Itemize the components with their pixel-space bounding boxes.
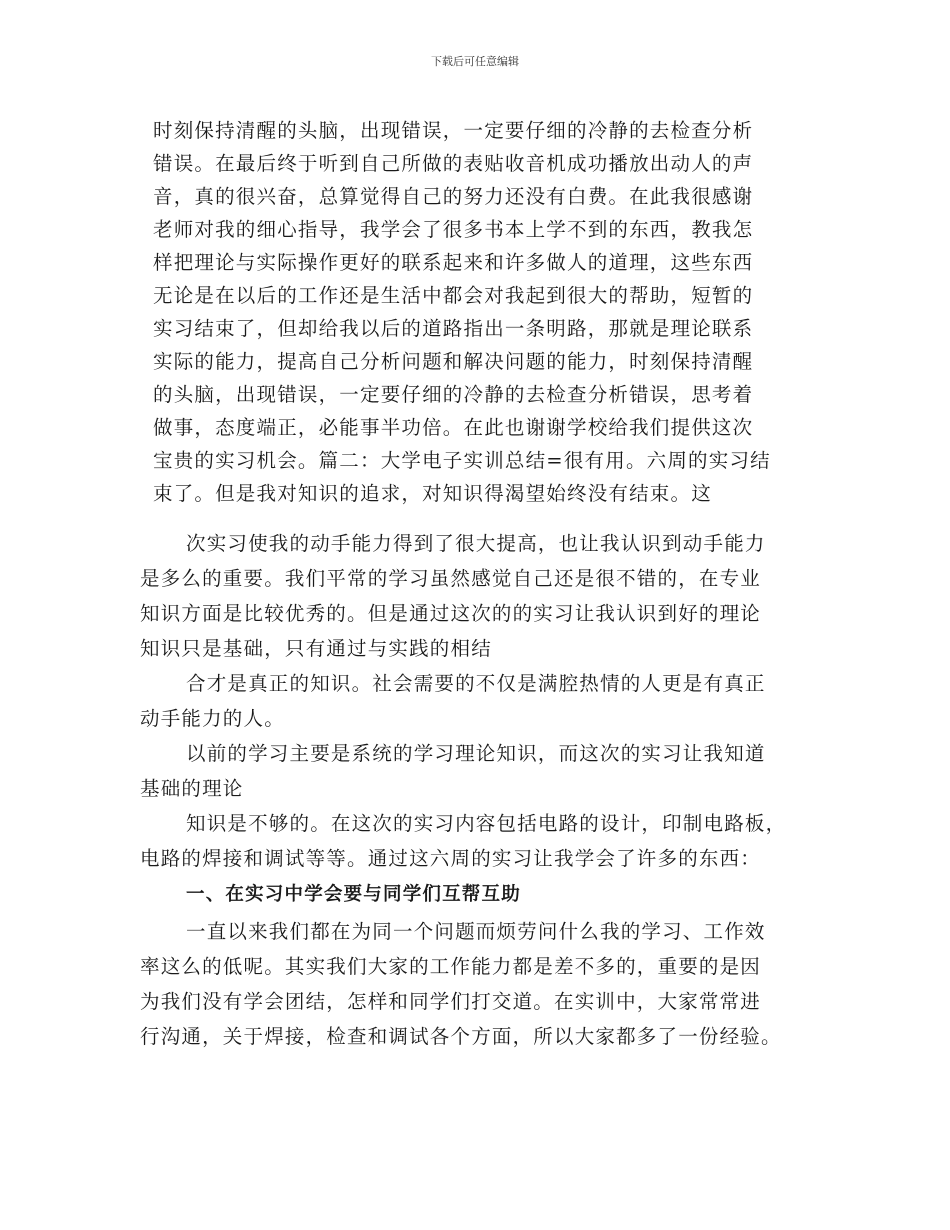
text-line: 宝贵的实习机会。篇二：大学电子实训总结=很有用。六周的实习结 xyxy=(153,449,771,472)
text-line: 合才是真正的知识。社会需要的不仅是满腔热情的人更是有真正 xyxy=(186,672,766,695)
text-line: 知识方面是比较优秀的。但是通过这次的的实习让我认识到好的理论 xyxy=(140,602,762,625)
section-heading: 一、在实习中学会要与同学们互帮互助 xyxy=(186,884,521,905)
text-line: 一直以来我们都在为同一个问题而烦劳问什么我的学习、工作效 xyxy=(186,920,766,943)
text-line: 的头脑，出现错误，一定要仔细的冷静的去检查分析错误，思考着 xyxy=(153,383,754,406)
text-line: 电路的焊接和调试等等。通过这六周的实习让我学会了许多的东西： xyxy=(140,847,762,870)
text-line: 动手能力的人。 xyxy=(140,707,285,730)
text-line: 实习结束了，但却给我以后的道路指出一条明路，那就是理论联系 xyxy=(153,317,754,340)
text-line: 音，真的很兴奋，总算觉得自己的努力还没有白费。在此我很感谢 xyxy=(153,185,754,208)
text-line: 行沟通，关于焊接，检查和调试各个方面，所以大家都多了一份经验。 xyxy=(140,1025,782,1048)
text-line: 是多么的重要。我们平常的学习虽然感觉自己还是很不错的，在专业 xyxy=(140,567,762,590)
text-line: 次实习使我的动手能力得到了很大提高，也让我认识到动手能力 xyxy=(186,532,766,555)
text-line: 知识只是基础，只有通过与实践的相结 xyxy=(140,637,492,660)
text-line: 以前的学习主要是系统的学习理论知识，而这次的实习让我知道 xyxy=(186,742,766,765)
text-line: 样把理论与实际操作更好的联系起来和许多做人的道理，这些东西 xyxy=(153,251,754,274)
page-header: 下载后可任意编辑 xyxy=(431,55,519,68)
text-line: 束了。但是我对知识的追求，对知识得渴望始终没有结束。这 xyxy=(153,482,712,505)
text-line: 错误。在最后终于听到自己所做的表贴收音机成功播放出动人的声 xyxy=(153,152,754,175)
text-line: 做事，态度端正，必能事半功倍。在此也谢谢学校给我们提供这次 xyxy=(153,416,754,439)
text-line: 基础的理论 xyxy=(140,777,244,800)
text-line: 实际的能力，提高自己分析问题和解决问题的能力，时刻保持清醒 xyxy=(153,350,754,373)
text-line: 老师对我的细心指导，我学会了很多书本上学不到的东西，教我怎 xyxy=(153,218,754,241)
text-line: 时刻保持清醒的头脑，出现错误，一定要仔细的冷静的去检查分析 xyxy=(153,119,754,142)
text-line: 为我们没有学会团结，怎样和同学们打交道。在实训中，大家常常进 xyxy=(140,990,762,1013)
text-line: 无论是在以后的工作还是生活中都会对我起到很大的帮助，短暂的 xyxy=(153,284,754,307)
text-line: 率这么的低呢。其实我们大家的工作能力都是差不多的，重要的是因 xyxy=(140,955,762,978)
text-line: 知识是不够的。在这次的实习内容包括电路的设计，印制电路板， xyxy=(186,812,787,835)
